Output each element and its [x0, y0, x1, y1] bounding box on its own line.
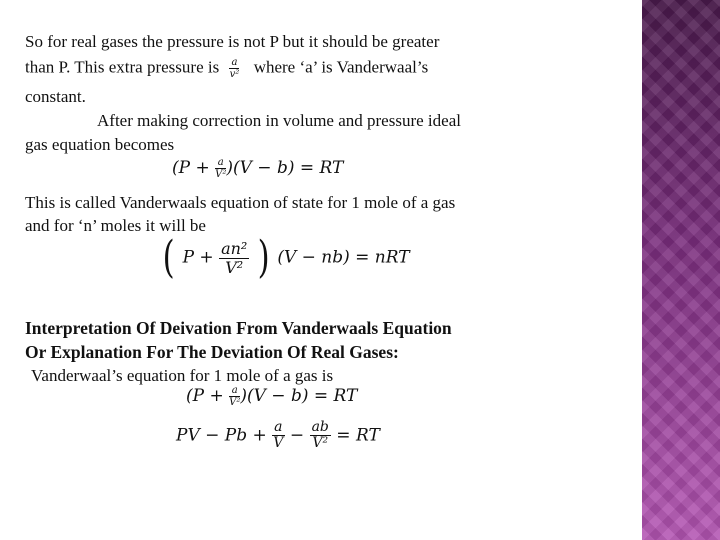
- fraction-a-over-v2: [229, 57, 239, 80]
- equation-part: (P +: [186, 386, 224, 406]
- section-heading: Or Explanation For The Deviation Of Real Gases:: [25, 342, 399, 362]
- fraction-denominator: V: [273, 435, 284, 452]
- text-line: gas equation becomes: [25, 135, 175, 154]
- text-span: where ‘a’ is Vanderwaal’s: [253, 57, 429, 77]
- fraction-a-over-V2: [215, 157, 226, 180]
- text-line: constant.: [25, 87, 86, 106]
- equation-vanderwaals-repeat: [186, 385, 357, 408]
- decorative-side-panel: [642, 0, 720, 540]
- right-paren: ): [257, 232, 270, 283]
- fraction-numerator: a: [231, 57, 238, 68]
- fraction-an2-over-V2: [219, 240, 249, 276]
- equation-part: (P +: [172, 158, 210, 178]
- fraction-numerator: a: [274, 419, 283, 435]
- fraction-numerator: ab: [311, 419, 329, 435]
- fraction-denominator: V²: [225, 257, 244, 277]
- fraction-numerator: a: [215, 157, 226, 169]
- fraction-a-over-V2: [229, 385, 240, 408]
- equation-part: = RT: [336, 425, 380, 446]
- text-line: This is called Vanderwaals equation of state for 1 mole of a gas: [25, 193, 456, 212]
- fraction-denominator: V²: [312, 435, 329, 452]
- text-line: So for real gases the pressure is not P but it should be greater: [25, 32, 440, 51]
- fraction-denominator: v²: [229, 69, 240, 80]
- equation-expanded: [176, 420, 380, 452]
- equation-vanderwaals-n-mol: [160, 232, 410, 288]
- equation-part: −: [289, 425, 305, 446]
- fraction-denominator: V²: [229, 397, 241, 408]
- text-span: than P. This extra pressure is: [25, 57, 220, 77]
- fraction-denominator: V²: [215, 169, 227, 180]
- fraction-ab-over-V2: [310, 420, 331, 452]
- equation-vanderwaals-1mol: [172, 157, 343, 180]
- section-heading: Interpretation Of Deivation From Vanderwaals Equation: [25, 318, 452, 338]
- equation-part: )(V − b) = RT: [240, 386, 358, 406]
- fraction-a-over-V: [272, 420, 284, 452]
- left-paren: (: [162, 232, 175, 283]
- text-line: and for ‘n’ moles it will be: [25, 216, 206, 235]
- text-line-with-fraction: [25, 57, 428, 80]
- fraction-numerator: a: [229, 385, 240, 397]
- equation-part: )(V − b) = RT: [226, 158, 344, 178]
- fraction-numerator: an²: [221, 238, 248, 258]
- text-line: After making correction in volume and pressure ideal: [97, 111, 461, 130]
- equation-part: (V − nb) = nRT: [277, 247, 410, 268]
- text-line: Vanderwaal’s equation for 1 mole of a gas is: [31, 366, 334, 385]
- equation-part: P +: [182, 247, 214, 268]
- equation-part: PV − Pb +: [176, 425, 267, 446]
